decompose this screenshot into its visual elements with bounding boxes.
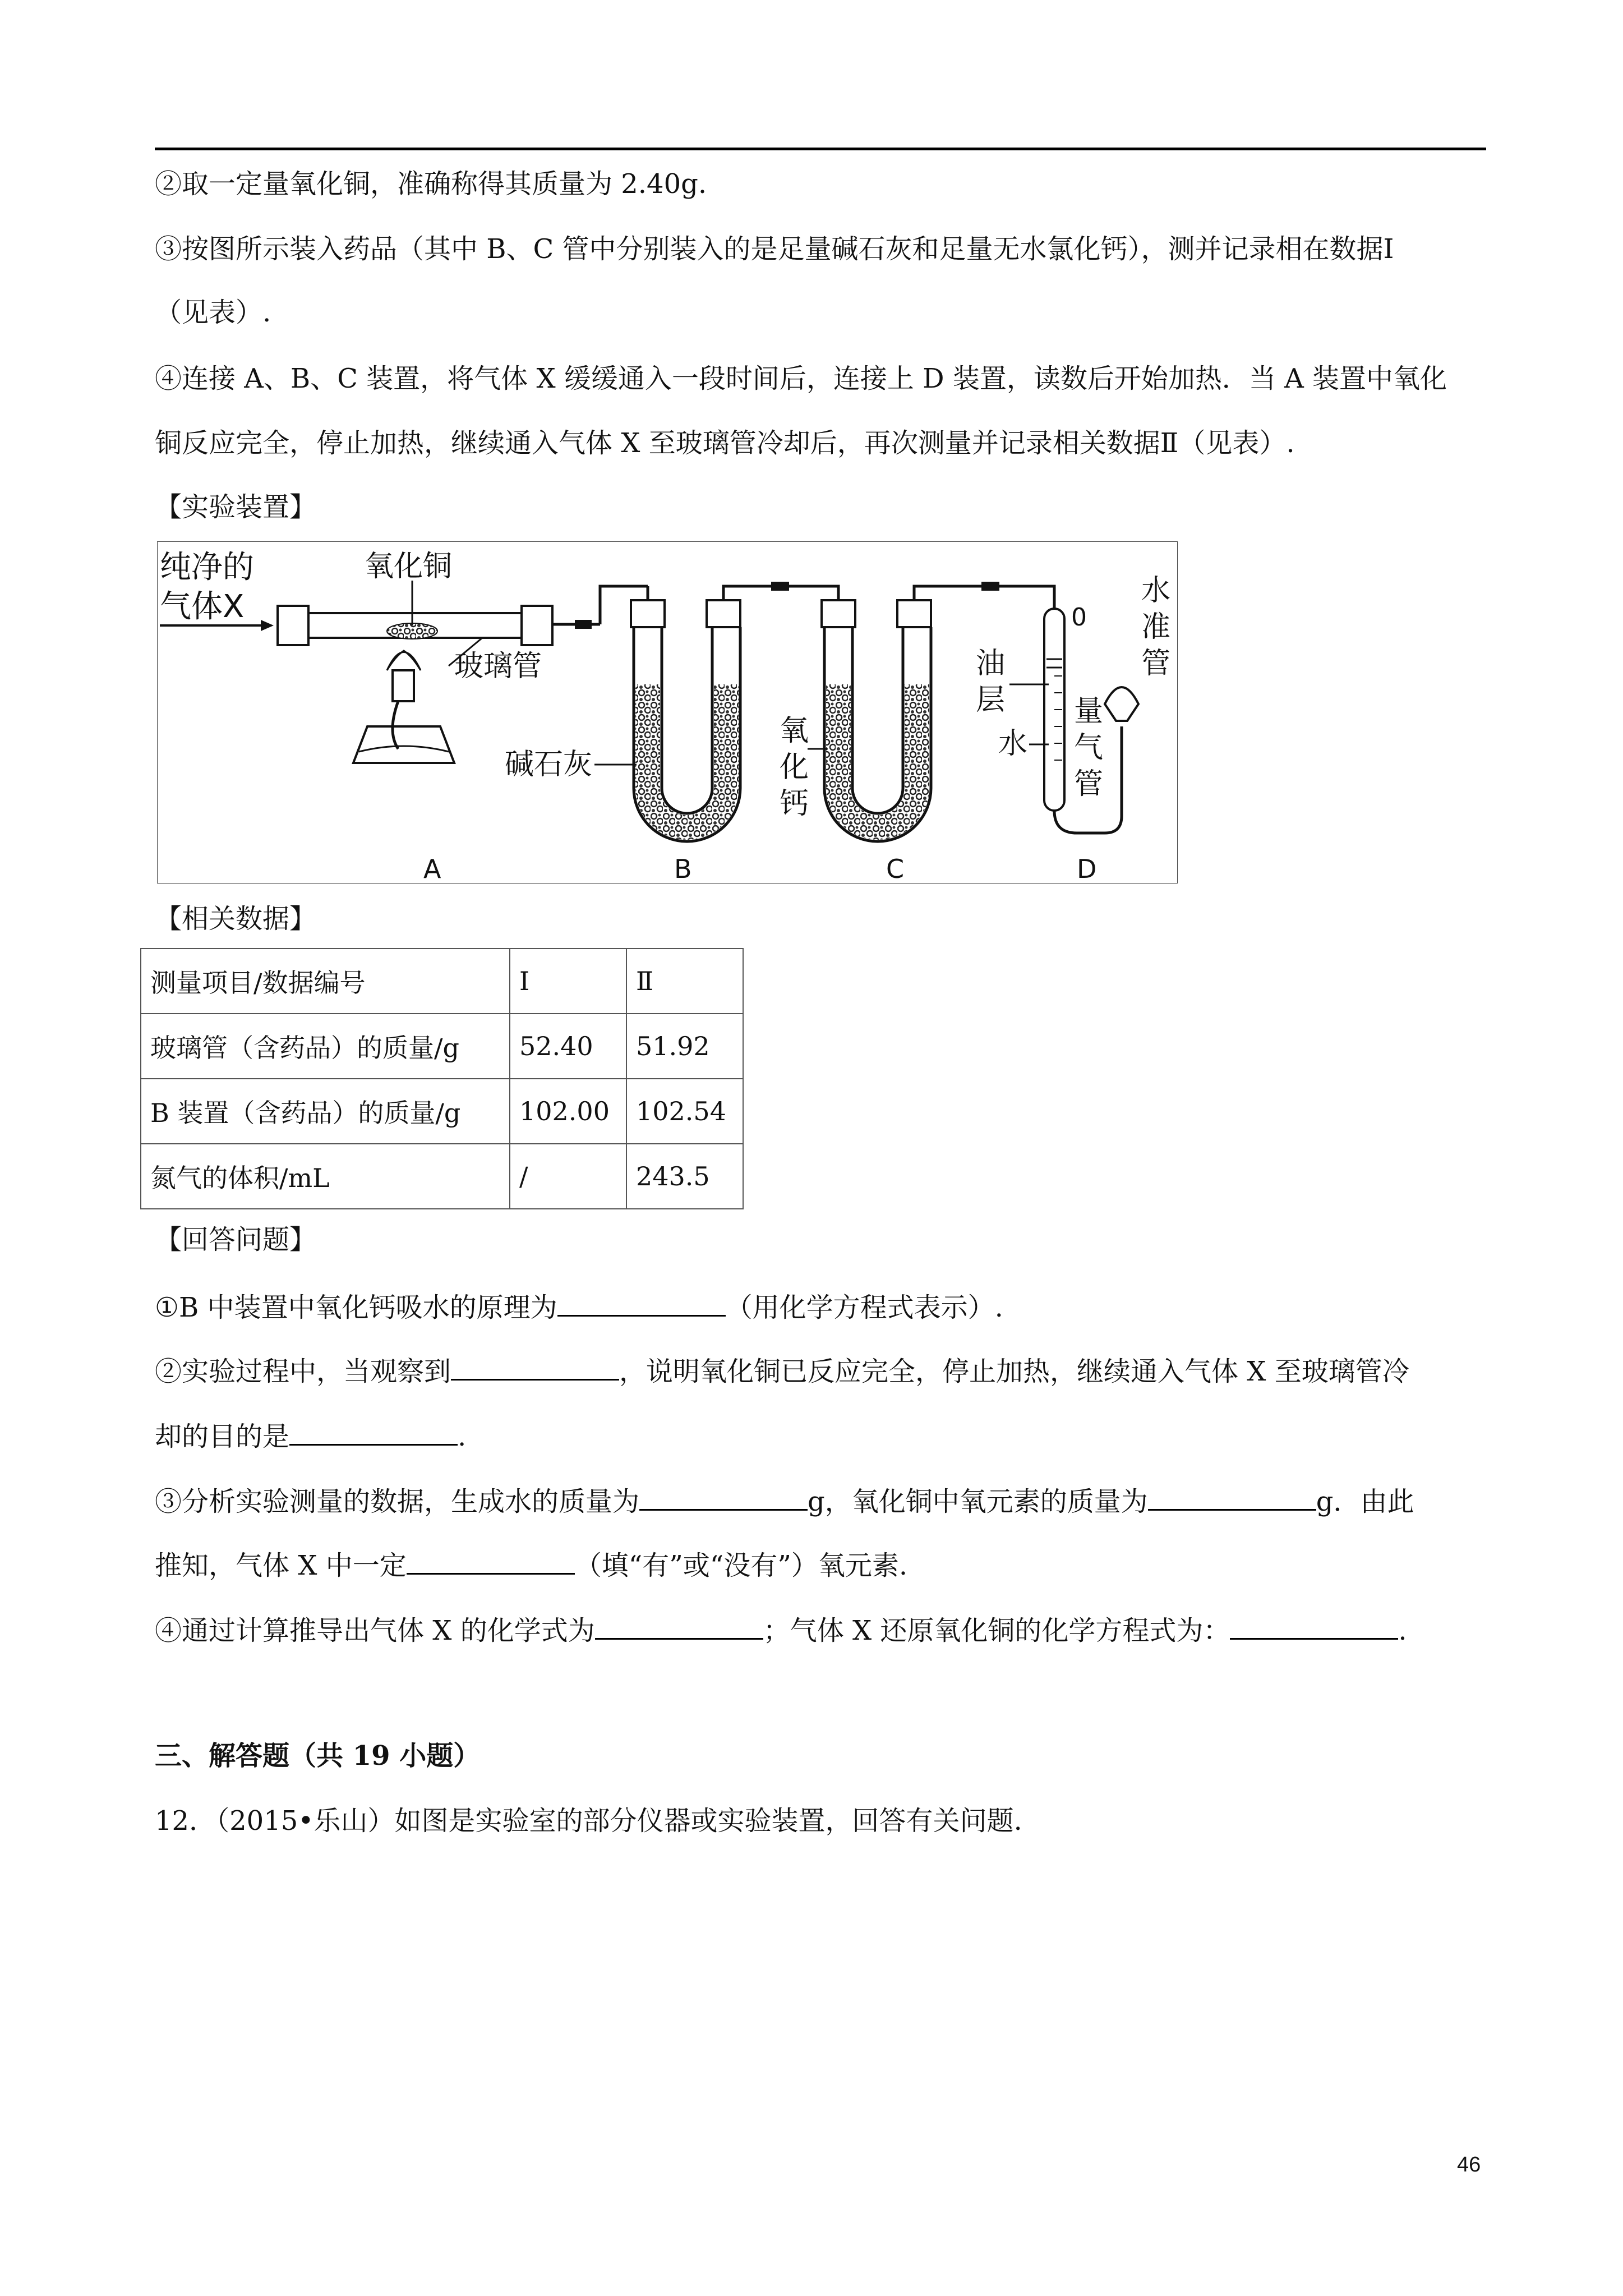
- label-c: C: [886, 854, 905, 884]
- page-number: 46: [1457, 2153, 1481, 2177]
- table-cell: 52.40: [510, 1014, 626, 1079]
- table-cell: 氮气的体积/mL: [141, 1144, 510, 1209]
- answer-blank[interactable]: [1230, 1612, 1398, 1640]
- calcium-oxide-label-2: 化: [780, 751, 809, 784]
- answer-blank[interactable]: [1148, 1483, 1316, 1511]
- copper-oxide-sample: [387, 623, 437, 639]
- table-row: [141, 1014, 743, 1079]
- label-a: A: [423, 854, 441, 884]
- table-cell: Ⅰ: [510, 949, 626, 1014]
- step-2: ②取一定量氧化铜，准确称得其质量为 2.40g.: [155, 168, 707, 200]
- step-4-line-1: ④连接 A、B、C 装置，将气体 X 缓缓通入一段时间后，连接上 D 装置，读数后开始加热．当 A 装置中氧化: [155, 363, 1447, 394]
- table-cell: 102.54: [626, 1079, 743, 1144]
- stopper-right: [522, 606, 552, 645]
- table-row: [141, 1079, 743, 1144]
- alcohol-lamp: [353, 726, 454, 763]
- calcium-oxide-label-3: 钙: [780, 787, 809, 821]
- label-d: D: [1077, 854, 1097, 884]
- table-header-row: [141, 949, 743, 1014]
- gas-meter-tube: [1044, 609, 1064, 811]
- oil-layer-label-1: 油: [976, 647, 1006, 680]
- label-b: B: [674, 854, 692, 884]
- question-2-line-2: 却的目的是 .: [155, 1418, 466, 1453]
- answer-blank[interactable]: [451, 1353, 619, 1381]
- step-3-line-2: （见表）.: [155, 297, 271, 328]
- gas-label-1: 纯净的: [160, 549, 254, 586]
- step-4-line-2: 铜反应完全，停止加热，继续通入气体 X 至玻璃管冷却后，再次测量并记录相关数据Ⅱ（见表）.: [155, 427, 1295, 459]
- answer-blank[interactable]: [289, 1418, 458, 1446]
- gas-meter-label-3: 管: [1074, 767, 1104, 801]
- apparatus-heading: 【实验装置】: [155, 491, 317, 523]
- apparatus-diagram: [157, 541, 1178, 884]
- burner-neck: [393, 670, 414, 701]
- step-3-line-1: ③按图所示装入药品（其中 B、C 管中分别装入的是足量碱石灰和足量无水氯化钙），测并记录相在数据Ⅰ: [155, 233, 1394, 265]
- table-cell: 243.5: [626, 1144, 743, 1209]
- question-2-line-1: ②实验过程中，当观察到 ，说明氧化铜已反应完全，停止加热，继续通入气体 X 至玻璃管冷: [155, 1353, 1409, 1388]
- copper-oxide-label: 氧化铜: [365, 550, 453, 583]
- level-tube-label-1: 水: [1141, 574, 1171, 608]
- section-title: 三、解答题（共 19 小题）: [155, 1740, 481, 1772]
- oil-layer-label-2: 层: [976, 683, 1006, 717]
- table-cell: B 装置（含药品）的质量/g: [141, 1079, 510, 1144]
- stopper-left: [278, 606, 308, 645]
- zero-mark: 0: [1071, 603, 1087, 632]
- header-rule: [155, 148, 1486, 150]
- table-row: [141, 1144, 743, 1209]
- gas-label-2: 气体X: [160, 588, 245, 625]
- question-3-line-2: 推知，气体 X 中一定 （填“有”或“没有”）氧元素.: [155, 1547, 907, 1582]
- level-tube-label-3: 管: [1141, 647, 1171, 680]
- data-heading: 【相关数据】: [155, 903, 317, 935]
- question-3-line-1: ③分析实验测量的数据，生成水的质量为 g，氧化铜中氧元素的质量为 g．由此: [155, 1483, 1414, 1519]
- gas-meter-label-2: 气: [1074, 731, 1104, 765]
- table-cell: /: [510, 1144, 626, 1209]
- table-cell: 测量项目/数据编号: [141, 949, 510, 1014]
- answer-blank[interactable]: [639, 1483, 808, 1511]
- question-1: ①B 中装置中氧化钙吸水的原理为 （用化学方程式表示）.: [155, 1289, 1003, 1324]
- data-table: [140, 948, 744, 1209]
- soda-lime-label: 碱石灰: [505, 748, 593, 781]
- question-12: 12．（2015•乐山）如图是实验室的部分仪器或实验装置，回答有关问题.: [155, 1805, 1022, 1837]
- water-label: 水: [998, 727, 1028, 761]
- answer-blank[interactable]: [595, 1612, 763, 1640]
- answer-blank[interactable]: [557, 1289, 726, 1317]
- glass-tube-label: 玻璃管: [454, 650, 542, 683]
- gas-meter-label-1: 量: [1074, 694, 1104, 728]
- table-cell: 51.92: [626, 1014, 743, 1079]
- level-tube-label-2: 准: [1141, 610, 1171, 644]
- answer-heading: 【回答问题】: [155, 1224, 317, 1255]
- answer-blank[interactable]: [407, 1547, 575, 1575]
- table-cell: 玻璃管（含药品）的质量/g: [141, 1014, 510, 1079]
- table-cell: Ⅱ: [626, 949, 743, 1014]
- calcium-oxide-label-1: 氧: [780, 714, 809, 748]
- table-cell: 102.00: [510, 1079, 626, 1144]
- question-4: ④通过计算推导出气体 X 的化学式为 ；气体 X 还原氧化铜的化学方程式为： .: [155, 1612, 1407, 1648]
